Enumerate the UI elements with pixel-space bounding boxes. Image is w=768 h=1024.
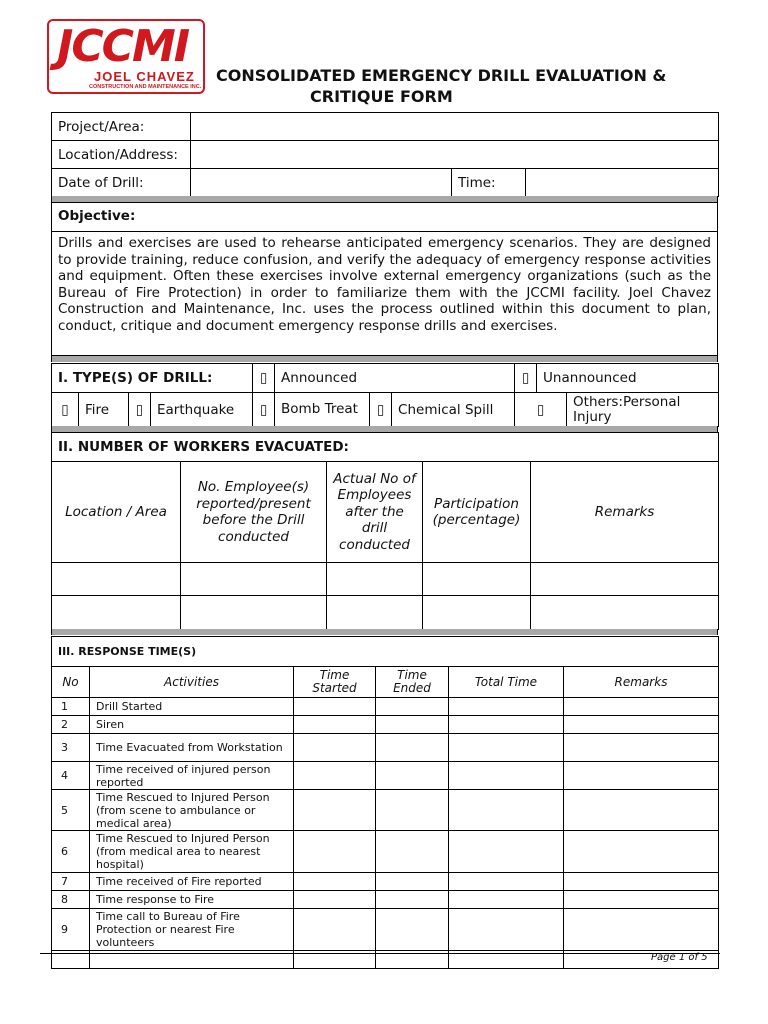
col-employees-after: Actual No of Employees after the drill conducted [327,462,423,563]
others-label: Others:Personal Injury [567,393,719,427]
row-number: 9 [52,909,90,951]
cell[interactable] [564,909,719,951]
cell[interactable] [564,873,719,891]
unannounced-label: Unannounced [537,364,719,393]
table-row [52,698,719,716]
response-table [51,636,719,969]
cell[interactable] [294,716,376,734]
cell[interactable] [376,734,449,762]
activity-label: Drill Started [90,698,294,716]
cell[interactable] [564,790,719,831]
title-line-2: CRITIQUE FORM [310,87,453,106]
drill-type-table [51,363,719,427]
col-participation: Participation (percentage) [423,462,531,563]
cell[interactable] [564,716,719,734]
unannounced-checkbox[interactable]: ▯ [515,364,537,393]
col-time-started: Time Started [294,667,376,698]
page-number: Page 1 of 5 [651,952,708,963]
cell[interactable] [564,831,719,873]
cell[interactable] [449,734,564,762]
cell[interactable] [376,831,449,873]
row-number: 5 [52,790,90,831]
chemical-label: Chemical Spill [392,393,515,427]
title-line-1: CONSOLIDATED EMERGENCY DRILL EVALUATION & [216,66,667,85]
project-field[interactable] [191,113,719,141]
cell[interactable] [564,762,719,790]
bomb-checkbox[interactable]: ▯ [253,393,275,427]
location-label: Location/Address: [52,141,191,169]
info-table [51,112,719,197]
section-separator [51,356,718,362]
cell[interactable] [376,762,449,790]
cell[interactable] [449,698,564,716]
location-field[interactable] [191,141,719,169]
cell[interactable] [376,891,449,909]
cell[interactable] [449,891,564,909]
date-label: Date of Drill: [52,169,191,197]
cell[interactable] [376,698,449,716]
earthquake-checkbox[interactable]: ▯ [129,393,151,427]
cell[interactable] [531,596,719,630]
cell[interactable] [294,891,376,909]
col-location: Location / Area [52,462,181,563]
section-separator [51,629,718,635]
cell[interactable] [449,790,564,831]
table-row [52,831,719,873]
col-total-time: Total Time [449,667,564,698]
col-time-ended: Time Ended [376,667,449,698]
table-row [52,762,719,790]
cell[interactable] [327,596,423,630]
cell[interactable] [294,873,376,891]
row-number: 4 [52,762,90,790]
objective-section [51,202,718,356]
footer-divider [40,953,720,954]
objective-text: Drills and exercises are used to rehearse anticipated emergency scenarios. They are designed to provide training, reduce confusion, and verify the adequacy of emergency response activities and equipment. Often these exercises involve external emergency organizations (such as the Bureau of Fire Protection) in order to familiarize them with the JCCMI facility. Joel Chavez Construction and Maintenance, Inc. uses the process outlined within this document to plan, conduct, critique and document emergency response drills and exercises. [58,235,711,334]
row-number: 7 [52,873,90,891]
announced-label: Announced [275,364,515,393]
workers-heading: II. NUMBER OF WORKERS EVACUATED: [52,433,719,462]
table-row [52,909,719,951]
cell[interactable] [52,596,181,630]
cell[interactable] [294,698,376,716]
row-number: 6 [52,831,90,873]
col-employees-before: No. Employee(s) reported/present before the Drill conducted [181,462,327,563]
cell[interactable] [531,563,719,596]
others-checkbox[interactable]: ▯ [515,393,567,427]
time-label: Time: [452,169,526,197]
form-title [216,65,726,107]
col-activities: Activities [90,667,294,698]
table-row [52,716,719,734]
activity-label: Time received of injured person reported [90,762,294,790]
time-field[interactable] [526,169,719,197]
row-number: 1 [52,698,90,716]
activity-label: Time Evacuated from Workstation [90,734,294,762]
activity-label: Time response to Fire [90,891,294,909]
objective-heading: Objective: [52,203,717,232]
activity-label: Siren [90,716,294,734]
table-row [52,873,719,891]
cell[interactable] [449,831,564,873]
cell[interactable] [423,596,531,630]
cell[interactable] [376,790,449,831]
cell[interactable] [449,873,564,891]
cell[interactable] [449,909,564,951]
date-field[interactable] [191,169,452,197]
cell[interactable] [181,596,327,630]
cell[interactable] [564,734,719,762]
logo-name: JOEL CHAVEZ [94,69,195,84]
table-row [52,790,719,831]
activity-label: Time Rescued to Injured Person (from medical area to nearest hospital) [90,831,294,873]
response-heading: III. RESPONSE TIME(S) [52,637,719,667]
cell[interactable] [294,790,376,831]
announced-checkbox[interactable]: ▯ [253,364,275,393]
cell[interactable] [564,698,719,716]
col-remarks: Remarks [531,462,719,563]
fire-label: Fire [79,393,129,427]
table-row [52,596,719,630]
earthquake-label: Earthquake [151,393,253,427]
logo-subtitle: CONSTRUCTION AND MAINTENANCE INC. [89,84,202,90]
row-number: 3 [52,734,90,762]
cell[interactable] [376,873,449,891]
activity-label: Time Rescued to Injured Person (from scene to ambulance or medical area) [90,790,294,831]
row-number: 2 [52,716,90,734]
cell[interactable] [52,563,181,596]
chemical-checkbox[interactable]: ▯ [370,393,392,427]
bomb-label: Bomb Treat [275,393,370,427]
company-logo [47,19,205,94]
workers-table [51,432,719,630]
activity-label: Time call to Bureau of Fire Protection or nearest Fire volunteers [90,909,294,951]
table-row [52,891,719,909]
cell[interactable] [294,831,376,873]
table-row [52,563,719,596]
cell[interactable] [294,909,376,951]
cell[interactable] [423,563,531,596]
row-number: 8 [52,891,90,909]
fire-checkbox[interactable]: ▯ [52,393,79,427]
cell[interactable] [376,909,449,951]
cell[interactable] [449,762,564,790]
cell[interactable] [181,563,327,596]
cell[interactable] [327,563,423,596]
cell[interactable] [449,716,564,734]
table-row [52,734,719,762]
cell[interactable] [294,734,376,762]
col-remarks: Remarks [564,667,719,698]
cell[interactable] [294,762,376,790]
logo-mark: JCCMI [57,21,189,72]
cell[interactable] [564,891,719,909]
activity-label: Time received of Fire reported [90,873,294,891]
project-label: Project/Area: [52,113,191,141]
cell[interactable] [376,716,449,734]
drill-type-heading: I. TYPE(S) OF DRILL: [52,364,253,393]
col-no: No [52,667,90,698]
